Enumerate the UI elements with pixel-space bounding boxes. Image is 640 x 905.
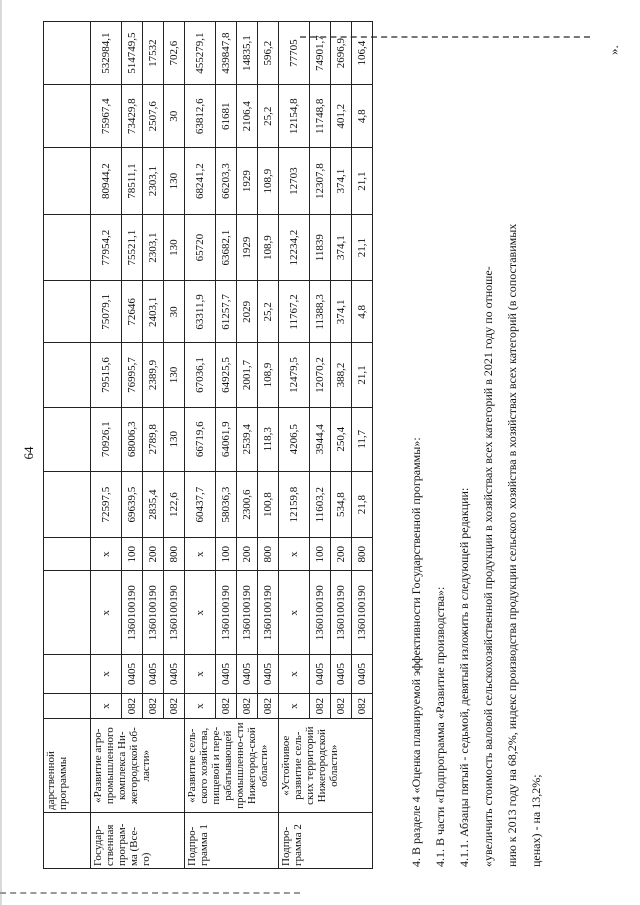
table-cell: 11603,2 [310,471,331,538]
table-cell: х [185,571,216,655]
table-cell: 082 [237,693,258,719]
table-cell: 082 [216,693,237,719]
table-cell: 0405 [122,655,143,694]
table-cell: 4,8 [352,281,373,343]
header-cell [44,281,91,343]
table-cell: 2539,4 [237,407,258,471]
table-cell: х [91,538,122,571]
paragraph: «увеличить стоимость валовой сельскохозяйственной продукции в хозяйствах всех категорий в 2021 году по отноше- [481,266,495,867]
table-cell: 082 [164,693,185,719]
paragraph: ценах) - на 13,2%; [529,774,543,867]
page-number: 64 [21,446,36,460]
table-cell: 534,8 [331,471,352,538]
table-cell: 80944,2 [91,148,122,215]
table-cell: 532984,1 [91,22,122,85]
table-cell: 130 [164,214,185,281]
table-row [279,22,310,869]
paragraph: 4.1. В части «Подпрограмма «Развитие производства»: [433,586,447,867]
header-cell [44,655,91,694]
table-cell: 082 [122,693,143,719]
table-cell: 401,2 [331,85,352,148]
table-row [91,22,122,869]
table-cell: 2696,9 [331,22,352,85]
table-cell: 14835,1 [237,22,258,85]
table-cell: 1360100190 [258,571,279,655]
table-cell: 118,3 [258,407,279,471]
table-cell: 12703 [279,148,310,215]
table-cell: 108,9 [258,343,279,407]
table-cell: 1929 [237,214,258,281]
table-cell: 130 [164,343,185,407]
table-cell: 21,1 [352,148,373,215]
table-cell: 61257,7 [216,281,237,343]
program-level-cell: Государ-ственная програм-ма (Все-го) [91,812,185,868]
table-cell: 12154,8 [279,85,310,148]
table-cell: 58036,3 [216,471,237,538]
table-cell: 702,6 [164,22,185,85]
table-cell: х [185,538,216,571]
table-cell: 77705 [279,22,310,85]
table-cell: 1360100190 [310,571,331,655]
table-cell: 2001,7 [237,343,258,407]
table-cell: 374,1 [331,148,352,215]
table-cell: х [91,571,122,655]
table-cell: 0405 [310,655,331,694]
table-cell: 25,2 [258,281,279,343]
table-cell: 374,1 [331,214,352,281]
table-cell: 0405 [216,655,237,694]
table-cell: 72597,5 [91,471,122,538]
program-level-cell: Подпро-грамма 1 [185,812,279,868]
table-cell: 0405 [164,655,185,694]
table-cell: 63812,6 [185,85,216,148]
table-cell: 64925,5 [216,343,237,407]
table-cell: 68241,2 [185,148,216,215]
header-cell [44,693,91,719]
table-cell: 100,8 [258,471,279,538]
table-cell: 100 [122,538,143,571]
table-cell: 455279,1 [185,22,216,85]
header-cell [44,343,91,407]
table-cell: 2403,1 [143,281,164,343]
table-cell: 25,2 [258,85,279,148]
table-cell: 250,4 [331,407,352,471]
program-level-cell: Подпро-грамма 2 [279,812,373,868]
header-cell [44,214,91,281]
table-cell: 200 [143,538,164,571]
table-cell: 64061,9 [216,407,237,471]
table-cell: 082 [258,693,279,719]
table-cell: 11748,8 [310,85,331,148]
table-cell: 1360100190 [122,571,143,655]
table-cell: 2303,1 [143,148,164,215]
table-cell: 0405 [237,655,258,694]
closing-quote: ». [606,45,621,55]
table-cell: 2300,6 [237,471,258,538]
table-cell: 12234,2 [279,214,310,281]
table-cell: 374,1 [331,281,352,343]
table-cell: 100 [310,538,331,571]
paragraph: 4. В разделе 4 «Оценка планируемой эффективности Государственной программы»: [409,437,423,867]
header-cell [44,85,91,148]
header-program-cell: дарственной программы [44,719,91,812]
paragraph: 4.1.1. Абзацы пятый - седьмой, девятый изложить в следующей редакции: [457,487,471,867]
table-cell: 30 [164,85,185,148]
table-cell: 4206,5 [279,407,310,471]
table-cell: 2303,1 [143,214,164,281]
table-row [185,22,216,869]
table-cell: 200 [237,538,258,571]
table-cell: 75079,1 [91,281,122,343]
table-cell: х [279,693,310,719]
header-cell [44,148,91,215]
table-cell: 12070,2 [310,343,331,407]
table-cell: 73429,8 [122,85,143,148]
table-cell: 0405 [352,655,373,694]
table-cell: 200 [331,538,352,571]
program-name-cell: «Устойчивое развитие сель-ских территорий Нижегородской области» [279,719,373,812]
table-cell: 2789,8 [143,407,164,471]
table-cell: 2835,4 [143,471,164,538]
table-cell: 388,2 [331,343,352,407]
table-cell: 082 [143,693,164,719]
table-cell: 1360100190 [216,571,237,655]
table-cell: х [185,655,216,694]
table-cell: 0405 [258,655,279,694]
table-cell: х [279,571,310,655]
table-header-row [44,22,91,869]
header-cell [44,571,91,655]
table-cell: 30 [164,281,185,343]
table-cell: х [279,655,310,694]
table-cell: 1360100190 [164,571,185,655]
table-cell: 130 [164,407,185,471]
table-cell: 75967,4 [91,85,122,148]
table-cell: 082 [352,693,373,719]
table-cell: 21,1 [352,343,373,407]
table-cell: 800 [164,538,185,571]
table-cell: 2507,6 [143,85,164,148]
table-cell: 1929 [237,148,258,215]
table-cell: 67036,1 [185,343,216,407]
budget-table [43,21,373,869]
table-cell: 2106,4 [237,85,258,148]
table-cell: 2029 [237,281,258,343]
program-name-cell: «Развитие агро-промышленного комплекса Ни-жегородской об-ласти» [91,719,185,812]
table-cell: 70926,1 [91,407,122,471]
header-cell [44,471,91,538]
table-cell: 1360100190 [331,571,352,655]
table-cell: 76995,7 [122,343,143,407]
table-cell: 17532 [143,22,164,85]
table-cell: 1360100190 [352,571,373,655]
table-cell: 72646 [122,281,143,343]
table-cell: 77954,2 [91,214,122,281]
table-cell: 11767,2 [279,281,310,343]
header-cell [44,538,91,571]
table-cell: 11,7 [352,407,373,471]
table-cell: х [185,693,216,719]
table-cell: 106,4 [352,22,373,85]
table-cell: 60437,7 [185,471,216,538]
header-cell [44,407,91,471]
table-cell: 108,9 [258,214,279,281]
table-cell: 69639,5 [122,471,143,538]
table-cell: 65720 [185,214,216,281]
table-cell: 2389,9 [143,343,164,407]
paragraph: нию к 2013 году на 68,2%, индекс производства продукции сельского хозяйства в хозяйствах всех категорий (в сопоставимых [505,223,519,867]
table-cell: 63311,9 [185,281,216,343]
table-cell: 12479,5 [279,343,310,407]
table-cell: 108,9 [258,148,279,215]
table-cell: 082 [331,693,352,719]
table-cell: 122,6 [164,471,185,538]
table-cell: х [279,538,310,571]
table-cell: 63682,1 [216,214,237,281]
table-cell: х [91,693,122,719]
table-cell: 082 [310,693,331,719]
table-cell: 800 [258,538,279,571]
table-cell: 75521,1 [122,214,143,281]
table-cell: 130 [164,148,185,215]
table-cell: 68006,3 [122,407,143,471]
header-cell [44,22,91,85]
table-cell: х [91,655,122,694]
table-cell: 12159,8 [279,471,310,538]
table-cell: 66203,3 [216,148,237,215]
table-cell: 0405 [143,655,164,694]
program-name-cell: «Развитие сель-ского хозяйства, пищевой и пере-рабатывающей промышленно-сти Нижегород-ской области» [185,719,279,812]
table-cell: 439847,8 [216,22,237,85]
table-cell: 21,1 [352,214,373,281]
table-cell: 78511,1 [122,148,143,215]
table-cell: 596,2 [258,22,279,85]
table-cell: 61681 [216,85,237,148]
table-cell: 66719,6 [185,407,216,471]
body-text [409,7,544,867]
table-cell: 79515,6 [91,343,122,407]
table-cell: 4,8 [352,85,373,148]
table-cell: 11839 [310,214,331,281]
header-cell [44,812,91,868]
table-cell: 1360100190 [143,571,164,655]
table-cell: 12307,8 [310,148,331,215]
table-cell: 74901,7 [310,22,331,85]
table-cell: 21,8 [352,471,373,538]
table-cell: 100 [216,538,237,571]
table-cell: 800 [352,538,373,571]
table-cell: 1360100190 [237,571,258,655]
table-cell: 0405 [331,655,352,694]
table-cell: 514749,5 [122,22,143,85]
table-cell: 11388,3 [310,281,331,343]
table-cell: 3944,4 [310,407,331,471]
